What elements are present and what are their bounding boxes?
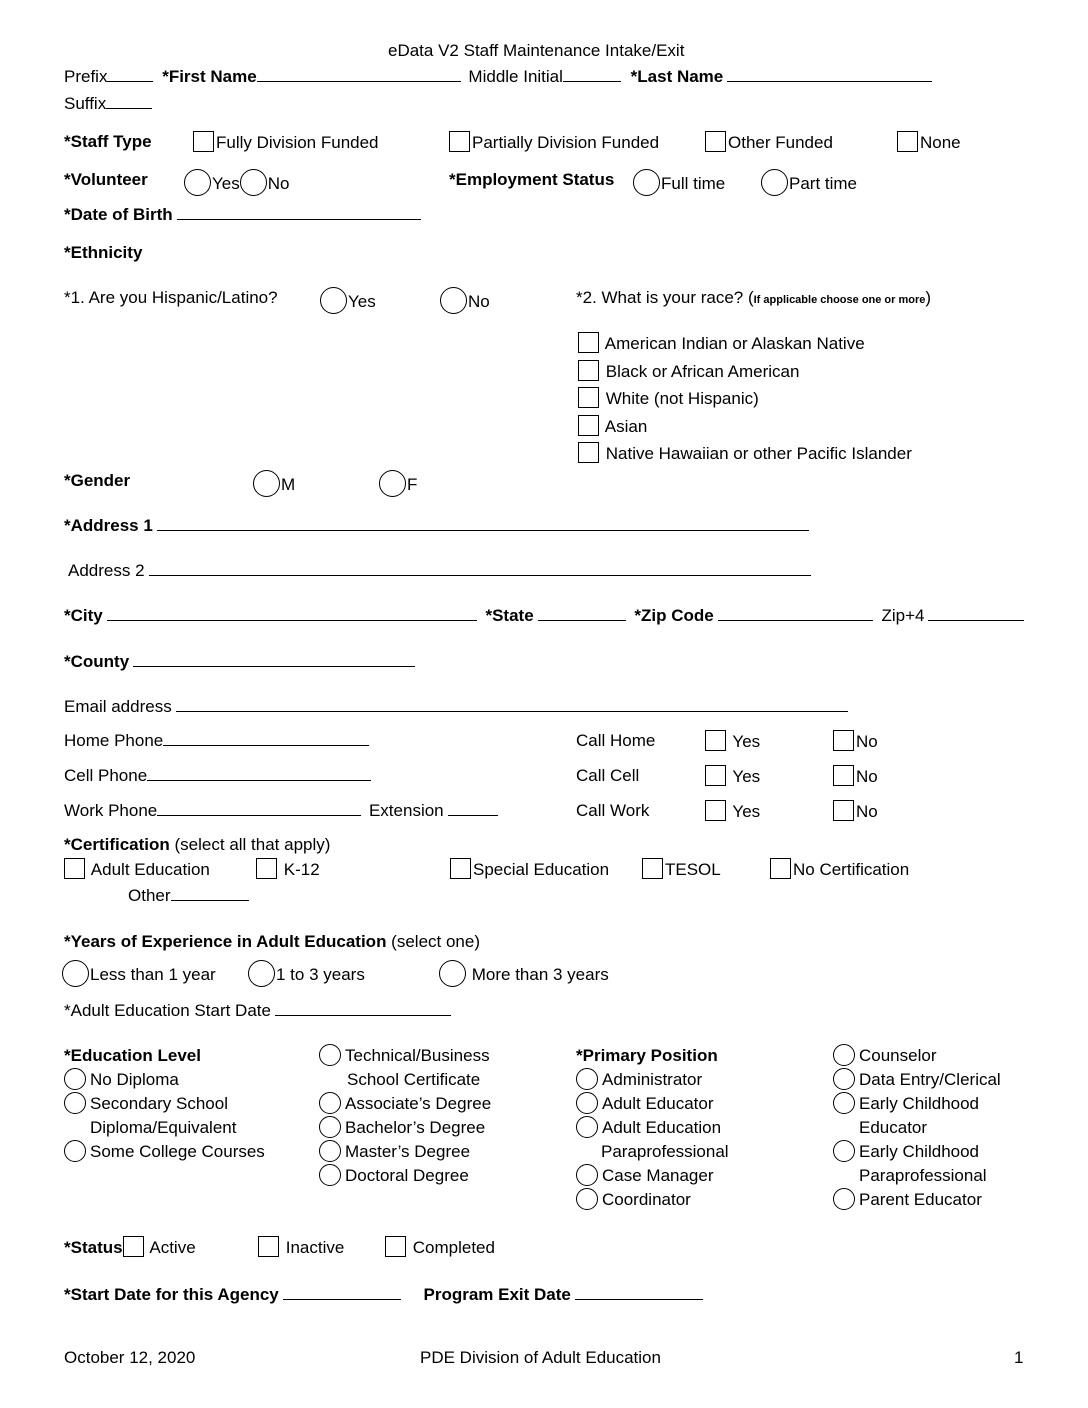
hispanic-no[interactable]: No xyxy=(440,287,490,314)
checkbox[interactable] xyxy=(578,415,599,436)
email-field[interactable] xyxy=(176,696,848,712)
radio[interactable] xyxy=(576,1188,598,1210)
address2-row xyxy=(68,560,811,582)
county-label: *County xyxy=(64,652,130,671)
cert-option[interactable]: K-12 xyxy=(256,858,320,881)
extension-label: Extension xyxy=(368,801,444,820)
education-option[interactable]: Bachelor’s Degree xyxy=(319,1116,491,1140)
cert-option[interactable]: TESOL xyxy=(642,858,721,881)
radio[interactable] xyxy=(761,169,788,196)
call-home-no[interactable]: No xyxy=(833,730,878,753)
education-option[interactable]: No Diploma xyxy=(64,1068,265,1092)
checkbox[interactable] xyxy=(578,387,599,408)
position-option[interactable]: Early Childhood xyxy=(833,1092,1001,1116)
hispanic-yes[interactable]: Yes xyxy=(320,287,376,314)
education-option[interactable]: Technical/Business xyxy=(319,1044,491,1068)
extension-field[interactable] xyxy=(448,800,498,816)
checkbox[interactable] xyxy=(385,1236,406,1257)
footer-org: PDE Division of Adult Education xyxy=(420,1348,661,1367)
prefix-label: Prefix xyxy=(64,67,108,86)
zip-field[interactable] xyxy=(718,605,873,621)
gender-f[interactable]: F xyxy=(379,470,417,497)
position-option[interactable]: Parent Educator xyxy=(833,1188,1001,1212)
race-option[interactable]: American Indian or Alaskan Native xyxy=(578,332,865,355)
cert-option[interactable]: Adult Education xyxy=(64,858,210,881)
race-option[interactable]: Black or African American xyxy=(578,360,799,383)
education-col2: Technical/Business School Certificate Associate’s Degree Bachelor’s Degree Master’s Degree Doctoral Degree xyxy=(319,1044,491,1188)
cell-phone-field[interactable] xyxy=(147,765,371,781)
ae-start-field[interactable] xyxy=(275,1000,451,1016)
first-name-field[interactable] xyxy=(257,66,461,82)
staff-type-option[interactable]: None xyxy=(897,131,961,154)
address2-field[interactable] xyxy=(149,560,811,576)
last-name-label: *Last Name xyxy=(630,67,724,86)
dob-row xyxy=(64,204,421,226)
prefix-field[interactable] xyxy=(107,66,153,82)
checkbox[interactable] xyxy=(705,730,726,751)
radio[interactable] xyxy=(320,287,347,314)
city-field[interactable] xyxy=(107,605,477,621)
race-option[interactable]: Native Hawaiian or other Pacific Islander xyxy=(578,442,912,465)
state-label: *State xyxy=(485,606,534,625)
call-cell-no[interactable]: No xyxy=(833,765,878,788)
cert-option[interactable]: No Certification xyxy=(770,858,909,881)
home-phone-row: Home Phone xyxy=(64,730,369,752)
position-option[interactable]: Adult Education xyxy=(576,1116,729,1140)
address1-label: *Address 1 xyxy=(64,516,153,535)
position-option[interactable]: Early Childhood xyxy=(833,1140,1001,1164)
position-col1: *Primary Position Administrator Adult Educator Adult Education Paraprofessional Case Manager Coordinator xyxy=(576,1044,729,1212)
middle-initial-field[interactable] xyxy=(563,66,621,82)
experience-label: *Years of Experience in Adult Education (select one) xyxy=(64,932,480,951)
checkbox[interactable] xyxy=(705,765,726,786)
cell-phone-row: Cell Phone xyxy=(64,765,371,787)
radio[interactable] xyxy=(833,1044,855,1066)
education-label: *Education Level xyxy=(64,1046,201,1065)
exit-date-field[interactable] xyxy=(575,1284,703,1300)
radio[interactable] xyxy=(440,287,467,314)
staff-type-label: *Staff Type xyxy=(64,132,152,151)
education-option[interactable]: Master’s Degree xyxy=(319,1140,491,1164)
radio[interactable] xyxy=(576,1092,598,1114)
education-option[interactable]: Doctoral Degree xyxy=(319,1164,491,1188)
call-work-label: Call Work xyxy=(576,801,650,820)
position-option[interactable]: Case Manager xyxy=(576,1164,729,1188)
education-option[interactable]: Secondary School xyxy=(64,1092,265,1116)
radio[interactable] xyxy=(833,1092,855,1114)
radio[interactable] xyxy=(253,470,280,497)
checkbox[interactable] xyxy=(833,800,854,821)
radio[interactable] xyxy=(319,1044,341,1066)
staff-type-option[interactable]: Other Funded xyxy=(705,131,833,154)
call-work-yes[interactable]: Yes xyxy=(705,800,760,823)
checkbox[interactable] xyxy=(705,800,726,821)
certification-label: *Certification (select all that apply) xyxy=(64,835,331,854)
dob-label: *Date of Birth xyxy=(64,205,173,224)
radio[interactable] xyxy=(319,1116,341,1138)
call-home-label: Call Home xyxy=(576,731,656,750)
dob-field[interactable] xyxy=(177,204,421,220)
status-inactive[interactable]: Inactive xyxy=(258,1236,344,1259)
race-option[interactable]: Asian xyxy=(578,415,647,438)
agency-dates-row xyxy=(64,1284,703,1306)
checkbox[interactable] xyxy=(450,858,471,879)
radio[interactable] xyxy=(833,1188,855,1210)
call-cell-yes[interactable]: Yes xyxy=(705,765,760,788)
agency-start-field[interactable] xyxy=(283,1284,401,1300)
ethnicity-heading: *Ethnicity xyxy=(64,243,143,262)
checkbox[interactable] xyxy=(833,765,854,786)
position-option[interactable]: Administrator xyxy=(576,1068,729,1092)
call-cell-label: Call Cell xyxy=(576,766,640,785)
radio[interactable] xyxy=(576,1164,598,1186)
suffix-row xyxy=(64,93,152,115)
checkbox[interactable] xyxy=(258,1236,279,1257)
status-row: *Status Active xyxy=(64,1238,196,1257)
checkbox[interactable] xyxy=(578,332,599,353)
radio[interactable] xyxy=(319,1164,341,1186)
checkbox[interactable] xyxy=(193,131,214,152)
cert-other-field[interactable] xyxy=(171,885,249,901)
address1-field[interactable] xyxy=(157,515,809,531)
hispanic-label: *1. Are you Hispanic/Latino? xyxy=(64,288,278,307)
suffix-label: Suffix xyxy=(64,94,107,113)
volunteer-yes-radio[interactable] xyxy=(184,169,211,196)
call-work-no[interactable]: No xyxy=(833,800,878,823)
home-phone-field[interactable] xyxy=(163,730,369,746)
volunteer-label: *Volunteer xyxy=(64,170,148,189)
checkbox[interactable] xyxy=(578,442,599,463)
email-row xyxy=(64,696,848,718)
state-field[interactable] xyxy=(538,605,626,621)
radio[interactable] xyxy=(833,1140,855,1162)
radio[interactable] xyxy=(576,1068,598,1090)
checkbox[interactable] xyxy=(64,858,85,879)
education-option[interactable]: Associate’s Degree xyxy=(319,1092,491,1116)
county-field[interactable] xyxy=(133,651,415,667)
zip4-label: Zip+4 xyxy=(881,606,925,625)
experience-option[interactable]: More than 3 years xyxy=(439,960,609,987)
call-home-yes[interactable]: Yes xyxy=(705,730,760,753)
name-row xyxy=(64,66,932,88)
gender-m[interactable]: M xyxy=(253,470,295,497)
zip4-field[interactable] xyxy=(928,605,1024,621)
volunteer-options: Yes No xyxy=(184,169,289,196)
staff-type-option[interactable]: Partially Division Funded xyxy=(449,131,659,154)
exit-date-label: Program Exit Date xyxy=(423,1285,571,1304)
race-label: *2. What is your race? (If applicable choose one or more) xyxy=(576,288,932,307)
checkbox[interactable] xyxy=(449,131,470,152)
footer-date: October 12, 2020 xyxy=(64,1348,196,1367)
position-option[interactable]: Data Entry/Clerical xyxy=(833,1068,1001,1092)
radio[interactable] xyxy=(64,1068,86,1090)
city-label: *City xyxy=(64,606,103,625)
gender-label: *Gender xyxy=(64,471,131,490)
radio[interactable] xyxy=(633,169,660,196)
checkbox[interactable] xyxy=(897,131,918,152)
race-option[interactable]: White (not Hispanic) xyxy=(578,387,759,410)
last-name-field[interactable] xyxy=(727,66,932,82)
experience-option[interactable]: Less than 1 year xyxy=(62,960,216,987)
agency-start-label: *Start Date for this Agency xyxy=(64,1285,279,1304)
position-option[interactable]: Coordinator xyxy=(576,1188,729,1212)
employment-label: *Employment Status xyxy=(449,170,615,189)
radio[interactable] xyxy=(379,470,406,497)
checkbox[interactable] xyxy=(642,858,663,879)
status-label: *Status xyxy=(64,1238,123,1257)
radio[interactable] xyxy=(248,960,275,987)
radio[interactable] xyxy=(833,1068,855,1090)
suffix-field[interactable] xyxy=(106,93,152,109)
education-option[interactable]: Some College Courses xyxy=(64,1140,265,1164)
position-option[interactable]: Adult Educator xyxy=(576,1092,729,1116)
city-row xyxy=(64,605,1024,627)
middle-initial-label: Middle Initial xyxy=(468,67,563,86)
position-option[interactable]: Counselor xyxy=(833,1044,1001,1068)
form-title: eData V2 Staff Maintenance Intake/Exit xyxy=(388,41,685,60)
cert-other-row: Other xyxy=(128,885,249,907)
radio[interactable] xyxy=(62,960,89,987)
staff-type-option[interactable]: Fully Division Funded xyxy=(193,131,379,154)
employment-full[interactable]: Full time xyxy=(633,169,725,196)
first-name-label: *First Name xyxy=(162,67,257,86)
status-active-checkbox[interactable] xyxy=(123,1236,144,1257)
status-completed[interactable]: Completed xyxy=(385,1236,495,1259)
position-col2: Counselor Data Entry/Clerical Early Childhood Educator Early Childhood Paraprofessional Parent Educator xyxy=(833,1044,1001,1212)
checkbox[interactable] xyxy=(578,360,599,381)
checkbox[interactable] xyxy=(770,858,791,879)
radio[interactable] xyxy=(576,1116,598,1138)
zip-label: *Zip Code xyxy=(634,606,714,625)
address1-row xyxy=(64,515,809,537)
ae-start-row: *Adult Education Start Date xyxy=(64,1000,451,1022)
position-label: *Primary Position xyxy=(576,1046,718,1065)
email-label: Email address xyxy=(64,697,172,716)
county-row xyxy=(64,651,415,673)
volunteer-no-radio[interactable] xyxy=(240,169,267,196)
radio[interactable] xyxy=(64,1092,86,1114)
address2-label: Address 2 xyxy=(68,561,145,580)
radio[interactable] xyxy=(319,1140,341,1162)
footer-page-number: 1 xyxy=(1014,1348,1024,1367)
work-phone-row: Work Phone Extension xyxy=(64,800,498,822)
experience-option[interactable]: 1 to 3 years xyxy=(248,960,365,987)
employment-part[interactable]: Part time xyxy=(761,169,857,196)
radio[interactable] xyxy=(319,1092,341,1114)
radio[interactable] xyxy=(439,960,466,987)
cert-option[interactable]: Special Education xyxy=(450,858,609,881)
checkbox[interactable] xyxy=(256,858,277,879)
checkbox[interactable] xyxy=(833,730,854,751)
work-phone-field[interactable] xyxy=(157,800,361,816)
radio[interactable] xyxy=(64,1140,86,1162)
checkbox[interactable] xyxy=(705,131,726,152)
education-col1: *Education Level No Diploma Secondary School Diploma/Equivalent Some College Courses xyxy=(64,1044,265,1164)
